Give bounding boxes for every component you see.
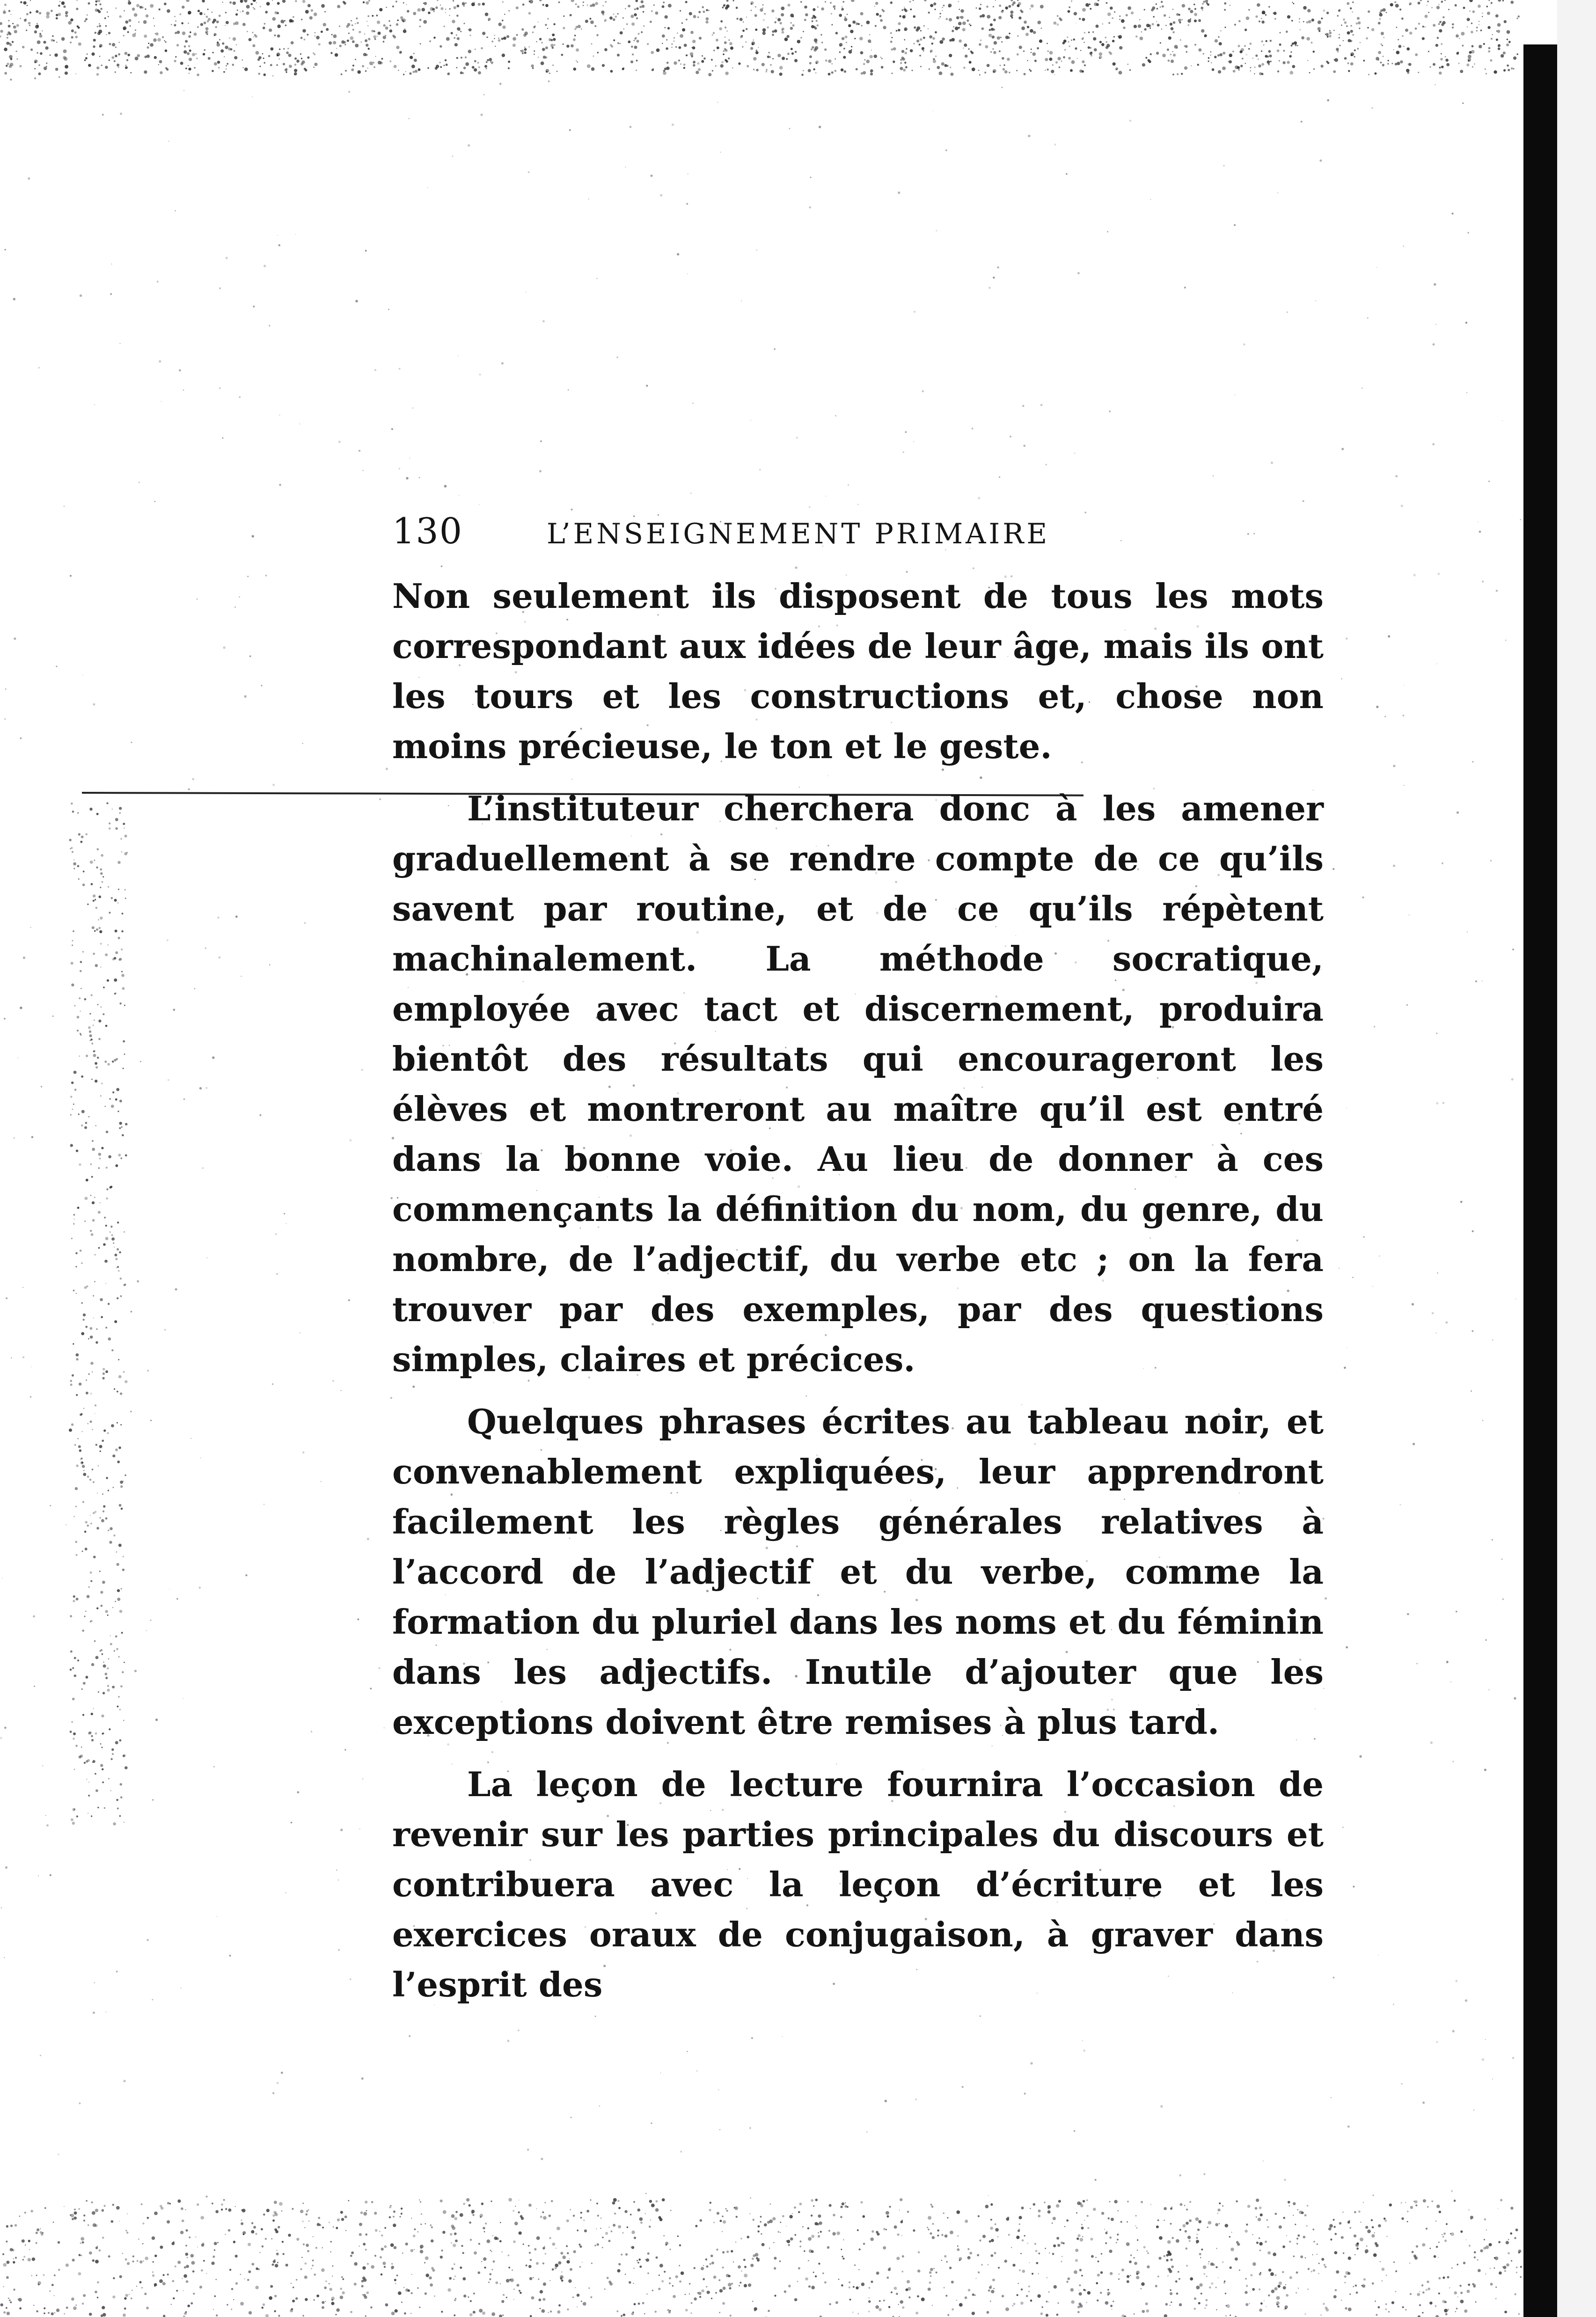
book-page <box>392 510 1324 2010</box>
scan-shadow-bar <box>1523 44 1557 2317</box>
page-right-edge <box>1557 0 1596 2317</box>
page-header <box>392 510 1324 571</box>
paragraph-2: L’instituteur cherchera donc à les amener graduellement à se rendre compte de ce qu’ils savent par routine, et de ce qu’ils répètent machinalement. La méthode socratique, employée avec tact et discernement, produira bientôt des résultats qui encourageront les élèves et montreront au maître qu’il est entré dans la bonne voie. Au lieu de donner à ces commençants la définition du nom, du genre, du nombre, de l’adjectif, du verbe etc ; on la fera trouver par des exemples, par des questions simples, claires et précices. <box>392 789 1324 1379</box>
paragraph-3: Quelques phrases écrites au tableau noir, et convenablement expliquées, leur apprendront facilement les règles générales relatives à l’accord de l’adjectif et du verbe, comme la formation du pluriel dans les noms et du féminin dans les adjectifs. Inutile d’ajouter que les exceptions doivent être remises à plus tard. <box>392 1402 1324 1742</box>
page-number: 130 <box>392 510 463 552</box>
paragraph-1: Non seulement ils disposent de tous les mots correspondant aux idées de leur âge, mais ils ont les tours et les constructions et, chose non moins précieuse, le ton et le geste. <box>392 576 1324 766</box>
running-title: L’ENSEIGNEMENT PRIMAIRE <box>547 518 1050 550</box>
paragraph-4: La leçon de lecture fournira l’occasion de revenir sur les parties principales du discours et contribuera avec la leçon d’écriture et les exercices oraux de conjugaison, à graver dans l’esprit des <box>392 1764 1324 2004</box>
